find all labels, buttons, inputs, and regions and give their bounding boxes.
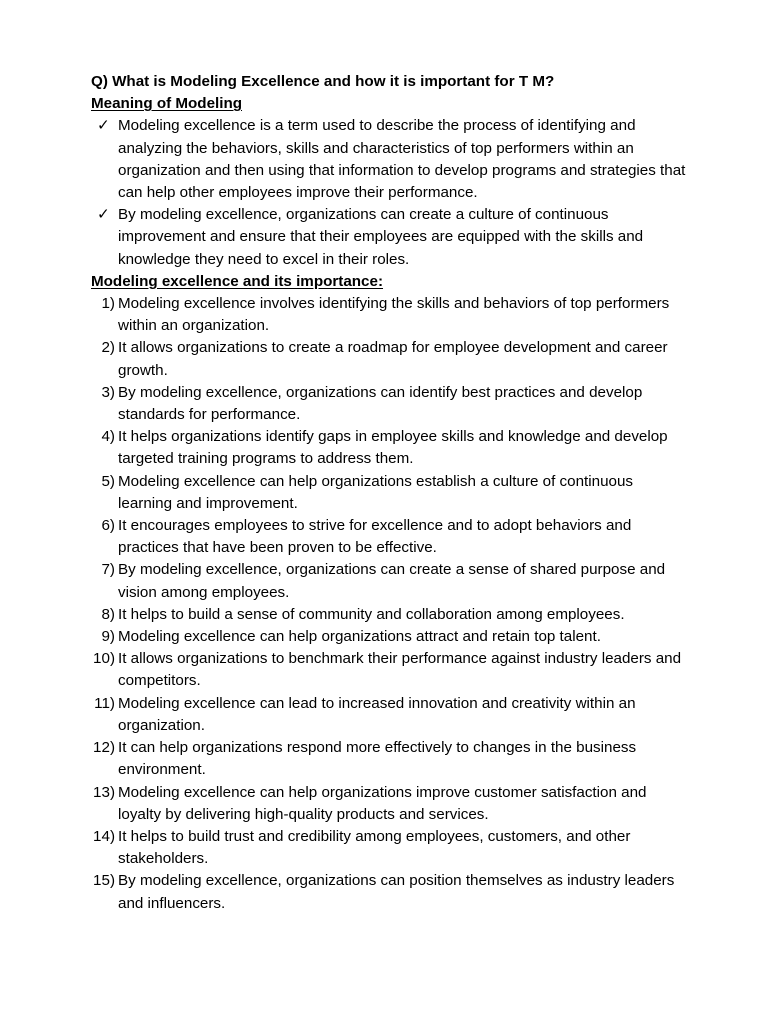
- item-text: Modeling excellence can help organizations establish a culture of continuous learning and improvement.: [118, 472, 634, 512]
- item-number: 12): [93, 739, 115, 757]
- item-text: It encourages employees to strive for excellence and to adopt behaviors and practices that have been proven to be effective.: [118, 517, 632, 557]
- importance-list-item: [91, 737, 691, 781]
- importance-list-item: [91, 604, 691, 626]
- checkmark-icon: ✓: [97, 117, 110, 135]
- item-text: It allows organizations to create a roadmap for employee development and career growth.: [118, 339, 668, 379]
- importance-list-item: [91, 426, 691, 470]
- item-number: 8): [101, 605, 115, 623]
- item-number: 10): [93, 650, 115, 668]
- item-number: 2): [101, 339, 115, 357]
- meaning-item-text: By modeling excellence, organizations can create a culture of continuous improvement and ensure that their employees are equipped with the skills and knowledge they need to excel in their roles.: [118, 206, 644, 268]
- item-text: By modeling excellence, organizations can create a sense of shared purpose and vision among employees.: [118, 561, 666, 601]
- importance-list-item: [91, 382, 691, 426]
- item-text: It helps organizations identify gaps in employee skills and knowledge and develop targeted training programs to address them.: [118, 428, 668, 468]
- importance-list-item: [91, 293, 691, 337]
- importance-list-item: [91, 337, 691, 381]
- importance-list: [91, 293, 691, 915]
- document-body: [91, 71, 691, 915]
- importance-list-item: [91, 471, 691, 515]
- importance-list-item: [91, 626, 691, 648]
- item-text: Modeling excellence can help organizations improve customer satisfaction and loyalty by delivering high-quality products and services.: [118, 783, 647, 823]
- importance-list-item: [91, 870, 691, 914]
- item-text: It helps to build a sense of community and collaboration among employees.: [118, 605, 625, 623]
- importance-heading: Modeling excellence and its importance:: [91, 272, 384, 290]
- item-number: 3): [101, 383, 115, 401]
- item-text: It helps to build trust and credibility among employees, customers, and other stakeholders.: [118, 827, 631, 868]
- item-number: 11): [94, 694, 115, 712]
- item-text: It can help organizations respond more effectively to changes in the business environment.: [118, 739, 637, 779]
- item-text: Modeling excellence can lead to increased innovation and creativity within an organization.: [118, 694, 636, 734]
- item-text: It allows organizations to benchmark their performance against industry leaders and competitors.: [118, 650, 682, 690]
- meaning-list: [91, 115, 691, 270]
- item-number: 5): [101, 472, 115, 490]
- importance-list-item: [91, 648, 691, 692]
- item-number: 7): [101, 561, 115, 579]
- meaning-heading: Meaning of Modeling: [91, 95, 243, 113]
- item-number: 1): [101, 295, 115, 313]
- meaning-list-item: [91, 204, 691, 271]
- importance-list-item: [91, 782, 691, 826]
- item-number: 4): [101, 428, 115, 446]
- item-number: 14): [93, 827, 115, 845]
- question-heading: Q) What is Modeling Excellence and how it is important for T M?: [91, 73, 555, 90]
- importance-list-item: [91, 559, 691, 603]
- item-number: 13): [93, 783, 115, 801]
- item-text: Modeling excellence can help organizations attract and retain top talent.: [118, 628, 601, 646]
- meaning-item-text: Modeling excellence is a term used to describe the process of identifying and analyzing the behaviors, skills and characteristics of top performers within an organization and then using that information to develop programs and strategies that can help other employees improve their performance.: [118, 117, 686, 202]
- importance-list-item: [91, 515, 691, 559]
- item-number: 6): [101, 517, 115, 535]
- item-text: By modeling excellence, organizations can position themselves as industry leaders and influencers.: [118, 872, 675, 912]
- checkmark-icon: ✓: [97, 206, 110, 224]
- item-text: By modeling excellence, organizations can identify best practices and develop standards for performance.: [118, 383, 643, 424]
- importance-list-item: [91, 826, 691, 870]
- item-number: 9): [101, 628, 115, 646]
- item-text: Modeling excellence involves identifying the skills and behaviors of top performers within an organization.: [118, 295, 670, 335]
- importance-list-item: [91, 693, 691, 737]
- item-number: 15): [93, 872, 115, 890]
- meaning-list-item: [91, 115, 691, 204]
